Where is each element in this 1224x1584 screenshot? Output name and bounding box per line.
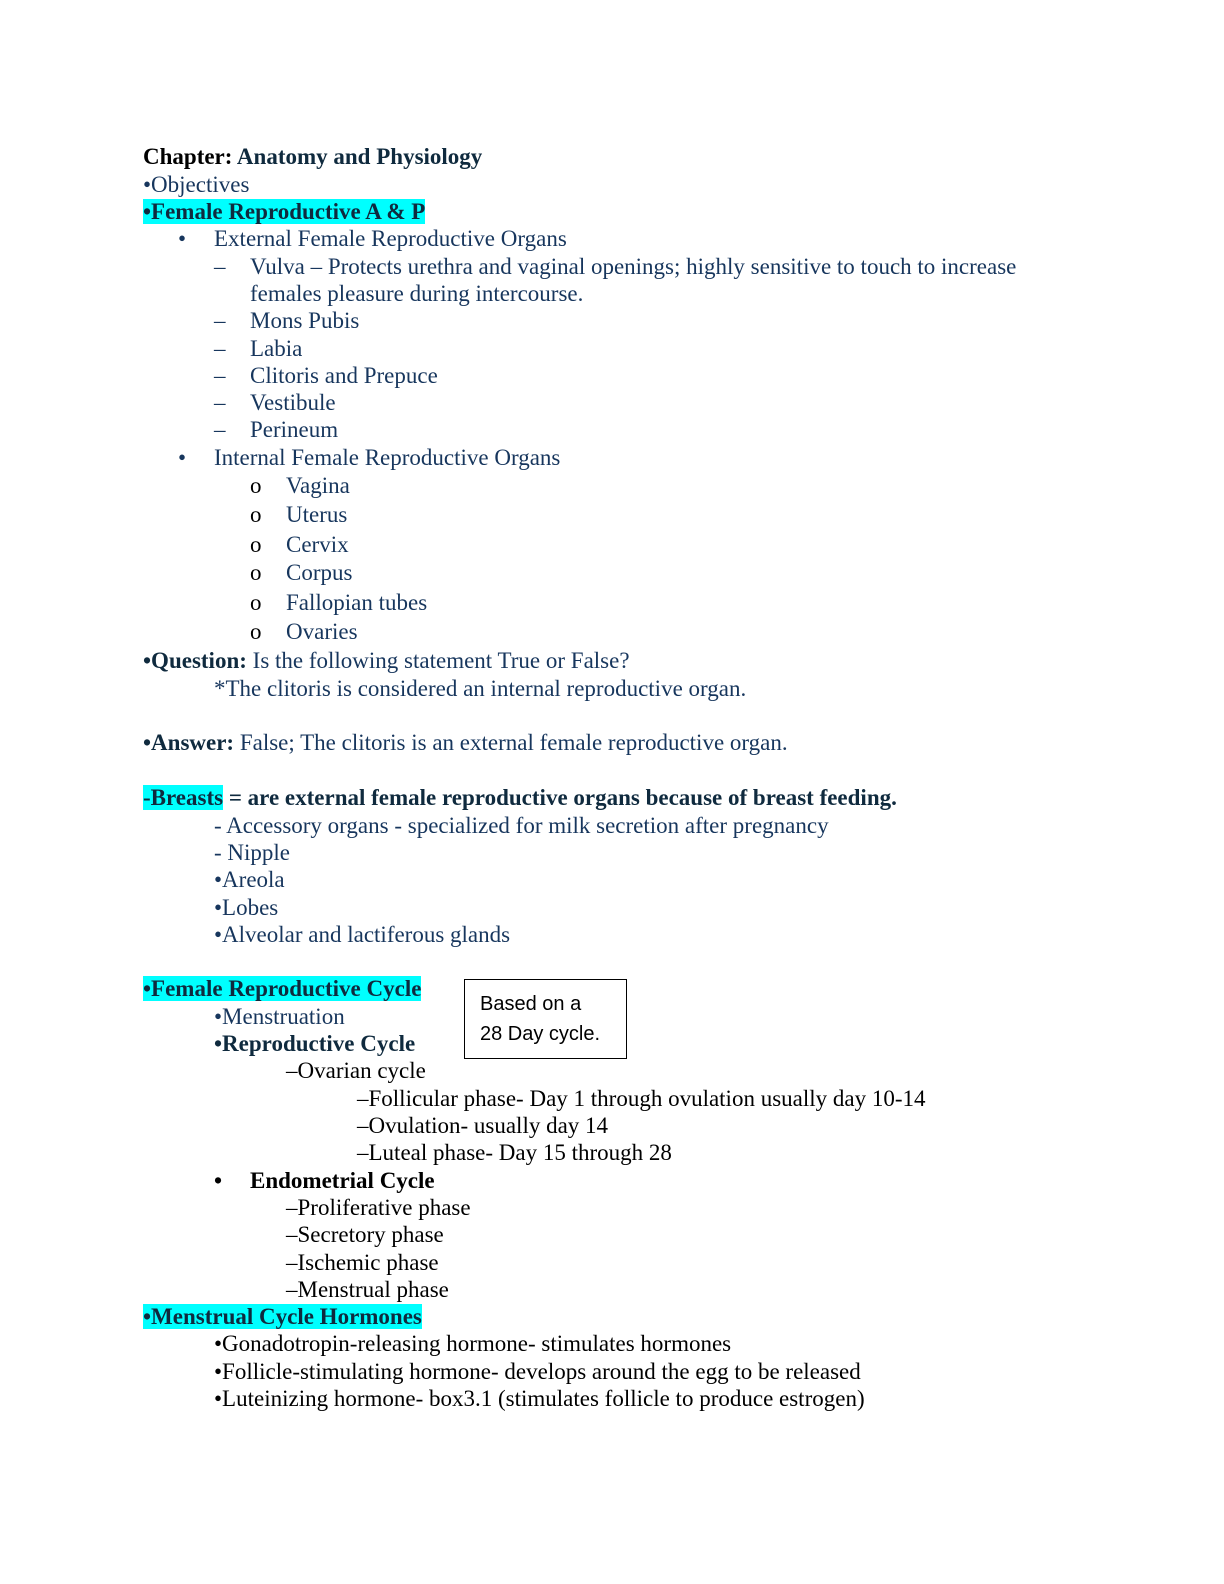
list-item: Vestibule [250, 390, 336, 415]
section-heading-cycle: •Female Reproductive Cycle [143, 976, 422, 1001]
list-item: Ovaries [286, 619, 358, 644]
list-item: - Nipple [214, 840, 291, 865]
list-item: –Secretory phase [286, 1222, 444, 1247]
section-heading-hormones: •Menstrual Cycle Hormones [143, 1304, 422, 1329]
callout-box [464, 979, 627, 1059]
question-label: •Question: [143, 648, 247, 673]
chapter-heading [143, 143, 482, 170]
callout-line-2: 28 Day cycle. [480, 1023, 601, 1045]
breasts-text: = are external female reproductive organs because of breast feeding. [223, 785, 897, 810]
list-item: Mons Pubis [250, 308, 360, 333]
list-item: •Gonadotropin-releasing hormone- stimulates hormones [214, 1331, 732, 1356]
dash-marker: – [214, 254, 226, 279]
circle-marker: o [250, 502, 262, 527]
circle-marker: o [250, 619, 262, 644]
dash-marker: – [214, 390, 226, 415]
list-item: Corpus [286, 560, 353, 585]
answer-text: False; The clitoris is an external female reproductive organ. [234, 730, 788, 755]
question-text: Is the following statement True or False? [246, 648, 630, 673]
reproductive-cycle-item: •Reproductive Cycle [214, 1031, 416, 1056]
answer-label: •Answer: [143, 730, 235, 755]
list-item: Perineum [250, 417, 339, 442]
vulva-line-1: Vulva – Protects urethra and vaginal openings; highly sensitive to touch to increase [250, 254, 1017, 279]
circle-marker: o [250, 532, 262, 557]
list-item: Cervix [286, 532, 349, 557]
list-item: Fallopian tubes [286, 590, 428, 615]
bullet-marker: • [178, 445, 187, 470]
chapter-title: Anatomy and Physiology [236, 144, 483, 169]
section-heading-female-ap: •Female Reproductive A & P [143, 199, 426, 224]
list-item: –Menstrual phase [286, 1277, 449, 1302]
breasts-heading [143, 784, 897, 811]
list-item: •Luteinizing hormone- box3.1 (stimulates follicle to produce estrogen) [214, 1386, 865, 1411]
internal-organs-label: Internal Female Reproductive Organs [214, 445, 561, 470]
question-statement: *The clitoris is considered an internal reproductive organ. [214, 676, 747, 701]
list-item: –Proliferative phase [286, 1195, 471, 1220]
answer-line [143, 729, 788, 756]
objectives: •Objectives [143, 172, 250, 197]
list-item: Uterus [286, 502, 348, 527]
question-line [143, 647, 630, 674]
list-item: Labia [250, 336, 303, 361]
circle-marker: o [250, 590, 262, 615]
dash-marker: – [214, 308, 226, 333]
list-item: Vagina [286, 473, 350, 498]
list-item: •Follicle-stimulating hormone- develops around the egg to be released [214, 1359, 861, 1384]
list-item: •Lobes [214, 895, 279, 920]
chapter-label: Chapter: [143, 144, 233, 169]
callout-line-1: Based on a [480, 993, 582, 1015]
list-item: •Alveolar and lactiferous glands [214, 922, 511, 947]
dash-marker: – [214, 417, 226, 442]
list-item: •Areola [214, 867, 285, 892]
vulva-line-2: females pleasure during intercourse. [250, 281, 584, 306]
bullet-marker: • [214, 1168, 223, 1193]
ovarian-cycle-item: –Ovarian cycle [286, 1058, 426, 1083]
external-organs-label: External Female Reproductive Organs [214, 226, 567, 251]
list-item: –Ischemic phase [286, 1250, 439, 1275]
circle-marker: o [250, 560, 262, 585]
circle-marker: o [250, 473, 262, 498]
list-item: Clitoris and Prepuce [250, 363, 438, 388]
endometrial-cycle-item: Endometrial Cycle [250, 1168, 435, 1193]
menstruation-item: •Menstruation [214, 1004, 345, 1029]
bullet-marker: • [178, 226, 187, 251]
list-item: –Ovulation- usually day 14 [357, 1113, 609, 1138]
list-item: –Luteal phase- Day 15 through 28 [357, 1140, 672, 1165]
breasts-label: -Breasts [143, 785, 224, 810]
dash-marker: – [214, 336, 226, 361]
list-item: - Accessory organs - specialized for milk secretion after pregnancy [214, 813, 829, 838]
dash-marker: – [214, 363, 226, 388]
list-item: –Follicular phase- Day 1 through ovulation usually day 10-14 [357, 1086, 926, 1111]
